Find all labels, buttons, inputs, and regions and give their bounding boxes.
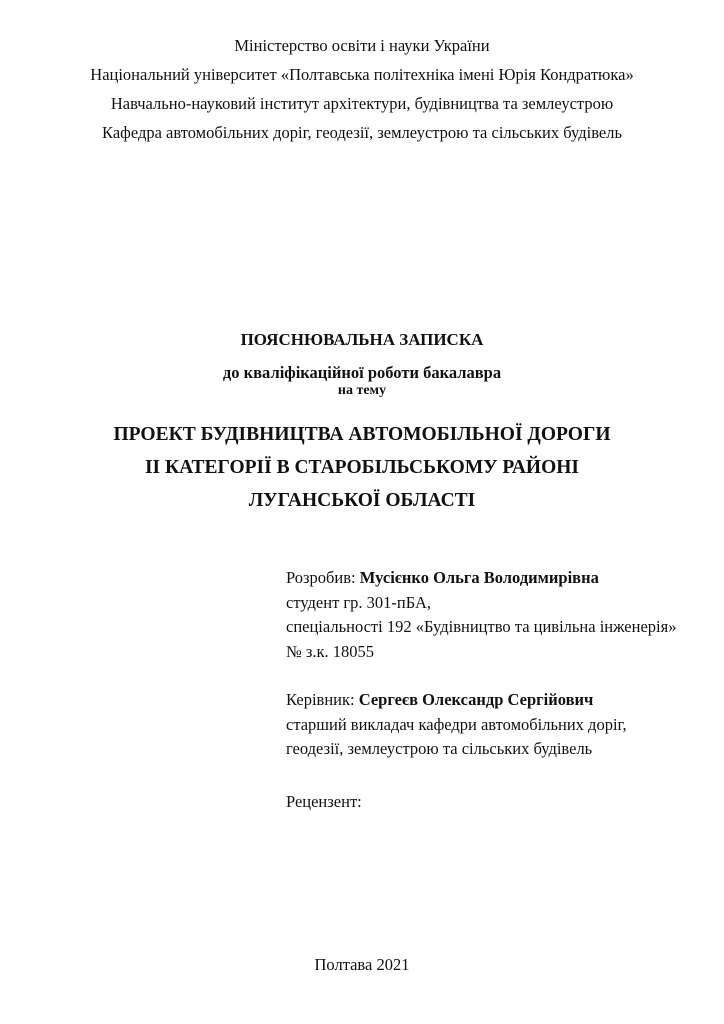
city-year: Полтава 2021 — [314, 955, 410, 974]
author-line — [286, 566, 676, 591]
supervisor-position-line-2: геодезії, землеустрою та сільських будівель — [286, 739, 593, 758]
supervisor-line — [286, 688, 627, 713]
author-specialty: спеціальності 192 «Будівництво та цивільна інженерія» — [286, 617, 677, 636]
author-group: студент гр. 301-пБА, — [286, 592, 432, 612]
supervisor-position-line-1: старший викладач кафедри автомобільних доріг, — [286, 714, 627, 734]
author-record-book: № з.к. 18055 — [286, 641, 375, 661]
document-type-title: ПОЯСНЮВАЛЬНА ЗАПИСКА — [240, 330, 484, 349]
supervisor-label: Керівник: — [286, 690, 359, 709]
topic-line-1: ПРОЕКТ БУДІВНИЦТВА АВТОМОБІЛЬНОЇ ДОРОГИ — [113, 424, 611, 445]
department-name: Кафедра автомобільних доріг, геодезії, землеустрою та сільських будівель — [102, 123, 622, 142]
reviewer-label: Рецензент: — [286, 792, 362, 811]
author-name: Мусієнко Ольга Володимирівна — [359, 568, 599, 587]
document-subtitle: до кваліфікаційної роботи бакалавра — [222, 363, 502, 382]
topic-line-3: ЛУГАНСЬКОЇ ОБЛАСТІ — [248, 490, 476, 511]
university-name: Національний університет «Полтавська політехніка імені Юрія Кондратюка» — [90, 65, 634, 84]
supervisor-name: Сергеєв Олександр Сергійович — [358, 690, 594, 709]
topic-intro: на тему — [337, 383, 387, 398]
supervisor-block — [286, 688, 627, 762]
topic-line-2: ІІ КАТЕГОРІЇ В СТАРОБІЛЬСЬКОМУ РАЙОНІ — [144, 457, 580, 478]
author-label: Розробив: — [286, 568, 360, 587]
author-block — [286, 566, 676, 664]
reviewer-block — [286, 790, 362, 815]
institute-name: Навчально-науковий інститут архітектури, будівництва та землеустрою — [110, 94, 614, 113]
ministry-name: Міністерство освіти і науки України — [234, 36, 490, 55]
